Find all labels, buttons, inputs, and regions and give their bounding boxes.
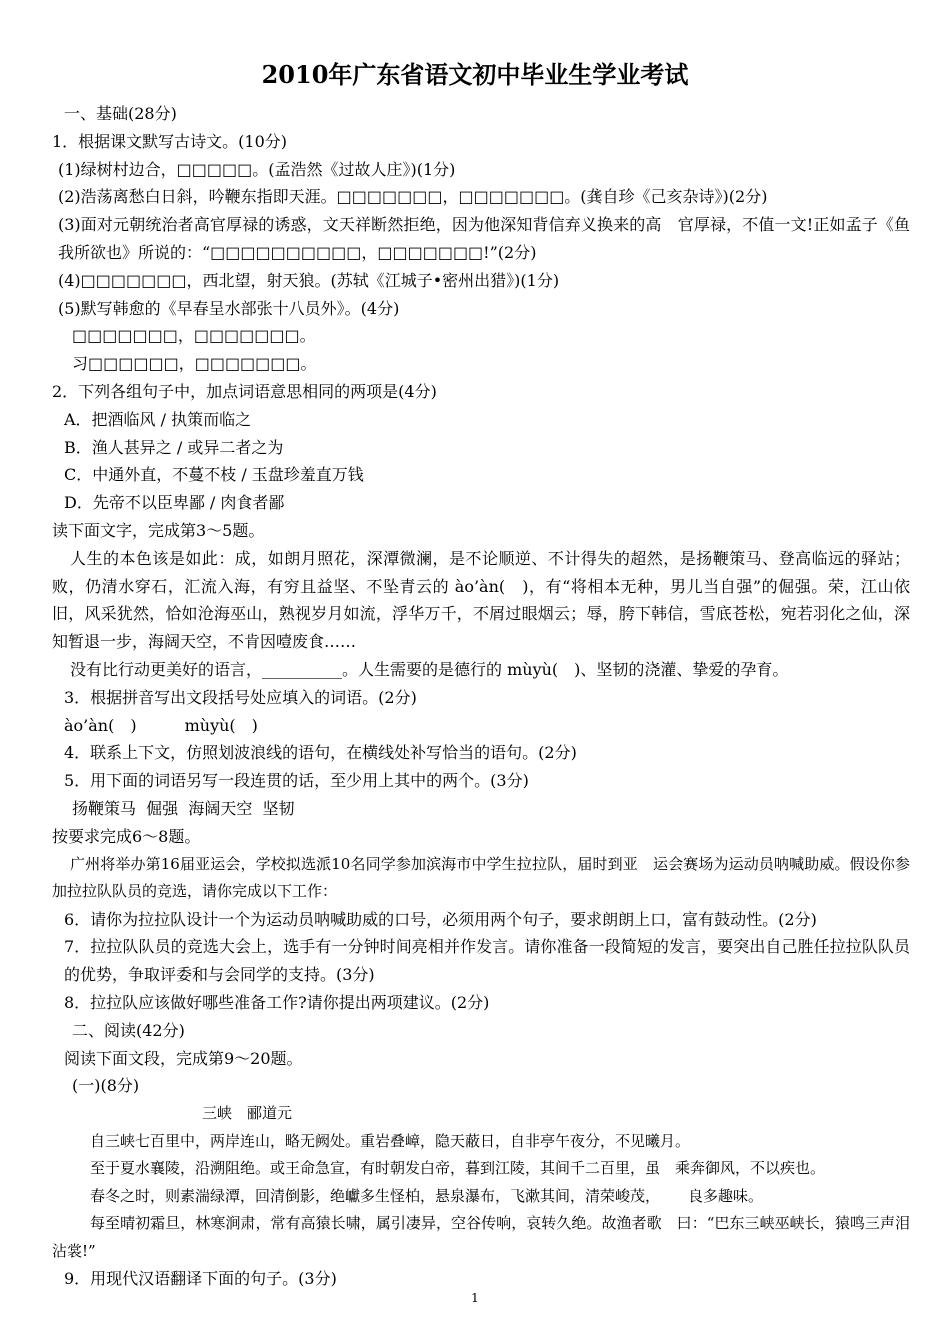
passage-trailing-text: 。人生需要的是德行的 mùyù( )、坚韧的浇灌、挚爱的孕育。	[342, 659, 789, 679]
section-heading-reading: 二、阅读(42分)	[72, 1020, 185, 1040]
question-2-option-c: C．中通外直，不蔓不枝 / 玉盘珍羞直万钱	[64, 465, 364, 485]
question-4: 4．联系上下文，仿照划波浪线的语句，在横线处补写恰当的语句。(2分)	[64, 743, 577, 763]
document-title: 2010年广东省语文初中毕业生学业考试	[261, 60, 689, 89]
question-1-item-4: (4)□□□□□□□，西北望，射天狼。(苏轼《江城子•密州出猎》)(1分)	[58, 270, 560, 290]
question-7: 7．拉拉队队员的竞选大会上，选手有一分钟时间亮相并作发言。请你准备一段简短的发言，要突出自己胜任拉拉队队员的优势，争取评委和与会同学的支持。(3分)	[64, 937, 910, 985]
question-1-item-3: (3)面对元朝统治者高官厚禄的诱惑，文天祥断然拒绝，因为他深知背信弃义换来的高 官厚禄，不值一文!正如孟子《鱼我所欲也》所说的：“□□□□□□□□□□，□□□□□□□!”(2分)	[58, 215, 910, 262]
classical-paragraph-1: 自三峡七百里中，两岸连山，略无阙处。重岩叠嶂，隐天蔽日，自非亭午夜分，不见曦月。	[90, 1131, 691, 1150]
question-5: 5．用下面的词语另写一段连贯的话，至少用上其中的两个。(3分)	[64, 771, 529, 791]
question-3: 3．根据拼音写出文段括号处应填入的词语。(2分)	[64, 687, 417, 707]
classical-text-title: 三峡 郦道元	[202, 1104, 293, 1123]
classical-paragraph-3-text: 春冬之时，则素湍绿潭，回清倒影，绝巘多生怪柏，悬泉瀑布，飞漱其间，清荣峻茂，	[90, 1186, 661, 1205]
question-5-word-list: 扬鞭策马 倔强 海阔天空 坚韧	[72, 798, 295, 818]
classical-paragraph-3	[52, 1183, 910, 1211]
subsection-one: (一)(8分)	[72, 1076, 140, 1096]
passage-continuation	[52, 656, 910, 684]
question-6: 6．请你为拉拉队设计一个为运动员呐喊助威的口号，必须用两个句子，要求朗朗上口，富有鼓动性。(2分)	[64, 909, 817, 929]
question-1-item-2: (2)浩荡离愁白日斜，吟鞭东指即天涯。□□□□□□□，□□□□□□□。(龚自珍《己亥杂诗》)(2分)	[58, 187, 768, 207]
classical-paragraph-2: 至于夏水襄陵，沿溯阻绝。或王命急宣，有时朝发白帝，暮到江陵，其间千二百里，虽 乘奔御风，不以疾也。	[90, 1159, 826, 1178]
poem-blank-line-2: 习□□□□□□，□□□□□□□。	[72, 354, 317, 374]
reading-passage: 人生的本色该是如此：成，如朗月照花，深潭微澜，是不论顺逆、不计得失的超然，是扬鞭策马、登高临远的驿站；败，仍清水穿石，汇流入海，有穷且益坚、不坠青云的 ào’àn( )，有“将相本无种，男儿当自强”的倔强。荣，江山依旧，风采犹然，恰如沧海巫山，熟视岁月如流，浮华万千，不屑过眼烟云；辱，胯下韩信，雪底苍松，宛若羽化之仙，深知暂退一步，海阔天空，不肯因噎废食……	[52, 548, 910, 652]
question-3-blanks: ào’àn( ) mùyù( )	[64, 715, 258, 735]
passage-instruction-3-5: 读下面文字，完成第3～5题。	[52, 520, 265, 540]
scenario-paragraph: 广州将举办第16届亚运会，学校拟选派10名同学参加滨海市中学生拉拉队，届时到亚 运会赛场为运动员呐喊助威。假设你参加拉拉队队员的竞选，请你完成以下工作：	[52, 854, 910, 901]
question-1-item-5: (5)默写韩愈的《早春呈水部张十八员外》。(4分)	[58, 298, 400, 318]
question-2-option-b: B．渔人甚异之 / 或异二者之为	[64, 437, 284, 457]
question-2-option-d: D．先帝不以臣卑鄙 / 肉食者鄙	[64, 493, 285, 513]
classical-paragraph-3-tail: 良多趣味。	[688, 1186, 764, 1205]
question-8: 8．拉拉队应该做好哪些准备工作?请你提出两项建议。(2分)	[64, 992, 490, 1012]
answer-blank-underline[interactable]: __________	[262, 659, 343, 679]
question-2: 2．下列各组句子中，加点词语意思相同的两项是(4分)	[52, 381, 437, 401]
classical-paragraph-4: 每至晴初霜旦，林寒涧肃，常有高猿长啸，属引凄异，空谷传响，哀转久绝。故渔者歌 曰：“巴东三峡巫峡长，猿鸣三声泪沾裳!”	[52, 1214, 910, 1260]
question-9: 9．用现代汉语翻译下面的句子。(3分)	[64, 1269, 337, 1289]
reading-instruction-9-20: 阅读下面文段，完成第9～20题。	[64, 1048, 303, 1068]
passage-lead-text: 没有比行动更美好的语言，	[70, 659, 263, 679]
question-2-option-a: A．把酒临风 / 执策而临之	[64, 409, 252, 429]
instruction-6-8: 按要求完成6～8题。	[52, 826, 201, 846]
question-1-item-1: (1)绿树村边合，□□□□□。(孟浩然《过故人庄》)(1分)	[58, 159, 456, 179]
document-body	[52, 100, 910, 1293]
question-1: 1．根据课文默写古诗文。(10分)	[52, 131, 288, 151]
page-number: 1	[471, 1291, 479, 1305]
section-heading-basics: 一、基础(28分)	[64, 104, 177, 123]
poem-blank-line-1: □□□□□□□，□□□□□□□。	[72, 326, 316, 346]
